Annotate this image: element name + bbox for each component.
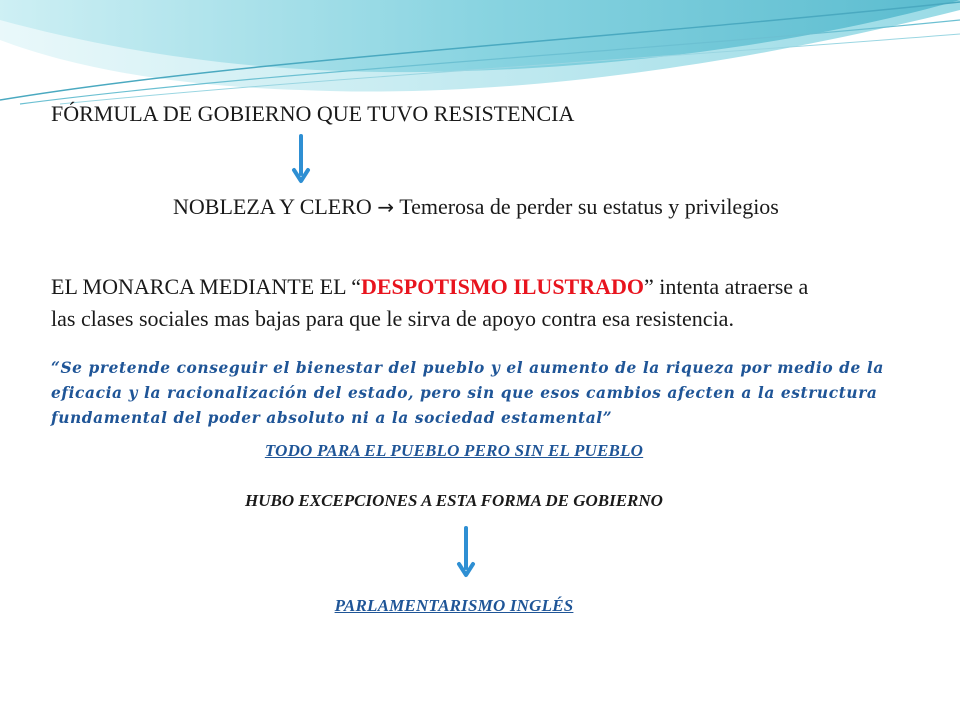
- monarca-part2: ” intenta atraerse a: [644, 274, 809, 299]
- heading: FÓRMULA DE GOBIERNO QUE TUVO RESISTENCIA: [51, 101, 575, 126]
- monarca-part1: EL MONARCA MEDIANTE EL “: [51, 274, 361, 299]
- result-parlamentarismo: PARLAMENTARISMO INGLÉS: [334, 596, 574, 615]
- nobleza-line: [173, 194, 779, 220]
- down-arrow-icon: [291, 134, 311, 188]
- definition-quote: “Se pretende conseguir el bienestar del pueblo y el aumento de la riqueza por medio de la eficacia y la racionalización del estado, pero sin que esos cambios afecten a la estructura fundamental del poder absoluto ni a la sociedad estamental”: [51, 359, 884, 427]
- nobleza-text: Temerosa de perder su estatus y privilegios: [399, 194, 779, 219]
- right-arrow-icon: →: [377, 195, 395, 219]
- monarca-line-1: [51, 274, 808, 300]
- monarca-line-2: las clases sociales mas bajas para que le sirva de apoyo contra esa resistencia.: [51, 306, 734, 331]
- despotismo-highlight: DESPOTISMO ILUSTRADO: [361, 274, 645, 299]
- exceptions-heading: HUBO EXCEPCIONES A ESTA FORMA DE GOBIERNO: [245, 491, 663, 510]
- motto: TODO PARA EL PUEBLO PERO SIN EL PUEBLO: [264, 441, 644, 460]
- down-arrow-icon: [456, 526, 476, 582]
- nobleza-subject: NOBLEZA Y CLERO: [173, 194, 372, 219]
